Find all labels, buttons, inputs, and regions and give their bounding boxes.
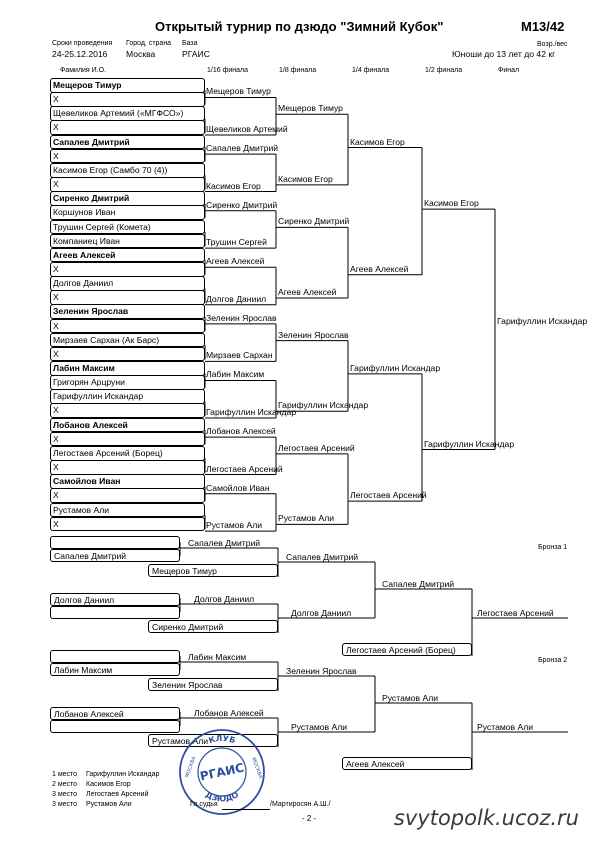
age-value: Юноши до 13 лет до 42 кг xyxy=(452,49,556,59)
final-winner: Гарифуллин Искандар xyxy=(497,316,588,327)
bronze-slot xyxy=(50,720,180,733)
bronze-r3-winner: Рустамов Али xyxy=(382,693,439,703)
r8-winner: Зеленин Ярослав xyxy=(278,329,349,340)
judge-name: /Мартиросян А.Ш./ xyxy=(270,801,331,808)
entrant-box xyxy=(50,347,205,362)
r16-winner: Сиренко Дмитрий xyxy=(206,199,278,210)
bronze-winner: Легостаев Арсений xyxy=(477,608,554,618)
place-3a-name: Легостаев Арсений xyxy=(86,791,149,798)
column-header-r32: 1/16 финала xyxy=(207,67,248,74)
category-code: М13/42 xyxy=(521,19,565,34)
entrant-name: X xyxy=(53,292,59,303)
bronze-r2-winner: Долгов Даниил xyxy=(291,608,352,618)
bronze2-label: Бронза 2 xyxy=(538,657,568,664)
stamp-left-text: МОСКВА xyxy=(184,755,198,779)
r8-winner: Легостаев Арсений xyxy=(278,442,355,453)
entrant-name: Агеев Алексей xyxy=(53,249,116,260)
r16-winner: Касимов Егор xyxy=(206,180,261,191)
r16-winner: Зеленин Ярослав xyxy=(206,312,277,323)
entrant-name: Коршунов Иван xyxy=(53,207,116,218)
entrant-name: Гарифуллин Искандар xyxy=(53,391,144,402)
column-header-sf: 1/2 финала xyxy=(425,67,463,74)
r16-winner: Самойлов Иван xyxy=(206,482,270,493)
dates-label: Сроки проведения xyxy=(52,40,113,47)
watermark: svytopolk.ucoz.ru xyxy=(393,806,579,830)
entrant-name: Мещеров Тимур xyxy=(53,80,122,90)
r16-winner: Трушин Сергей xyxy=(206,237,267,248)
r16-winner: Мирзаев Сархан xyxy=(206,350,273,361)
entrant-name: Сапалев Дмитрий xyxy=(53,136,130,147)
bronze-r3-winner: Сапалев Дмитрий xyxy=(382,579,455,589)
qf-winner: Агеев Алексей xyxy=(350,263,409,274)
base-label: База xyxy=(182,40,198,47)
stamp-top-text: КЛУБ xyxy=(207,733,237,746)
entrant-box xyxy=(50,460,205,475)
entrant-name: X xyxy=(53,94,59,105)
entrant-name: Григорян Арцруни xyxy=(53,377,125,388)
bronze-r1-winner: Лобанов Алексей xyxy=(194,708,264,718)
r8-winner: Гарифуллин Искандар xyxy=(278,400,369,411)
entrant-name: Самойлов Иван xyxy=(53,476,121,487)
bronze-winner: Рустамов Али xyxy=(477,722,534,732)
r16-winner: Мещеров Тимур xyxy=(206,86,271,97)
r16-winner: Агеев Алексей xyxy=(206,256,265,267)
bronze-entrant: Рустамов Али xyxy=(152,736,209,746)
entrant-name: X xyxy=(53,320,59,331)
bronze-r2-winner: Сапалев Дмитрий xyxy=(286,552,359,562)
page-title: Открытый турнир по дзюдо "Зимний Кубок" xyxy=(155,19,444,34)
entrant-name: Щевеликов Артемий («МГФСО») xyxy=(53,108,184,119)
entrant-box xyxy=(50,403,205,418)
entrant-name: X xyxy=(53,263,59,274)
bronze-entrant: Зеленин Ярослав xyxy=(152,680,223,690)
bronze-slot xyxy=(50,606,180,619)
r16-winner: Рустамов Али xyxy=(206,520,263,531)
qf-winner: Легостаев Арсений xyxy=(350,490,427,501)
entrant-name: X xyxy=(53,490,59,501)
place-label: Город, страна xyxy=(126,40,172,47)
entrant-name: X xyxy=(53,462,59,473)
sf-winner: Касимов Егор xyxy=(424,198,479,209)
r8-winner: Сиренко Дмитрий xyxy=(278,216,350,227)
bronze-entrant: Мещеров Тимур xyxy=(152,566,217,576)
column-header-name: Фамилия И.О. xyxy=(60,67,107,74)
stamp-right-text: МОСКВА xyxy=(250,756,264,780)
sf-winner: Гарифуллин Искандар xyxy=(424,438,515,449)
r8-winner: Касимов Егор xyxy=(278,173,333,184)
r16-winner: Долгов Даниил xyxy=(206,293,267,304)
bronze-r1-winner: Лабин Максим xyxy=(188,652,247,662)
entrant-name: Зеленин Ярослав xyxy=(53,306,129,317)
entrant-box xyxy=(50,319,205,334)
bronze-r1-winner: Долгов Даниил xyxy=(194,594,255,604)
entrant-box xyxy=(50,92,205,107)
r16-winner: Лобанов Алексей xyxy=(206,426,276,437)
bronze-r2-winner: Рустамов Али xyxy=(291,722,348,732)
entrant-name: Лабин Максим xyxy=(53,363,115,373)
entrant-name: Трушин Сергей (Комета) xyxy=(53,221,151,232)
entrant-box xyxy=(50,517,205,532)
entrant-name: X xyxy=(53,405,59,416)
bronze-slot xyxy=(50,650,180,663)
bronze-entrant: Сапалев Дмитрий xyxy=(54,551,127,561)
r16-winner: Щевеликов Артемий xyxy=(206,123,288,134)
place-3a-label: 3 место xyxy=(52,791,78,798)
entrant-name: X xyxy=(53,348,59,359)
entrant-name: Долгов Даниил xyxy=(53,278,114,289)
place-1-label: 1 место xyxy=(52,771,78,778)
bronze-r2-winner: Зеленин Ярослав xyxy=(286,666,357,676)
entrant-name: X xyxy=(53,122,59,133)
place-2-name: Касимов Егор xyxy=(86,781,131,788)
bronze-slot xyxy=(50,536,180,549)
entrant-name: Легостаев Арсений (Борец) xyxy=(53,447,163,458)
bronze-entrant: Лобанов Алексей xyxy=(54,709,124,719)
age-label: Возр./вес xyxy=(537,41,568,48)
entrant-name: X xyxy=(53,518,59,529)
place-3b-label: 3 место xyxy=(52,801,78,808)
bronze-opponent: Агеев Алексей xyxy=(346,759,405,769)
judge-signature-line xyxy=(222,809,270,810)
base-value: РГАИС xyxy=(182,49,210,59)
r16-winner: Легостаев Арсений xyxy=(206,463,283,474)
entrant-name: Сиренко Дмитрий xyxy=(53,193,130,204)
entrant-box xyxy=(50,177,205,192)
column-header-qf: 1/4 финала xyxy=(352,67,390,74)
city-value: Москва xyxy=(126,49,156,59)
stamp-center-text: РГАИС xyxy=(198,760,246,784)
r16-winner: Гарифуллин Искандар xyxy=(206,406,297,417)
r8-winner: Мещеров Тимур xyxy=(278,103,343,114)
entrant-name: Лобанов Алексей xyxy=(53,419,128,430)
entrant-box xyxy=(50,432,205,447)
column-header-r16: 1/8 финала xyxy=(279,67,317,74)
judge-label: Гл.судья xyxy=(190,801,218,808)
r16-winner: Лабин Максим xyxy=(206,369,265,380)
r8-winner: Рустамов Али xyxy=(278,513,335,524)
page-number: - 2 - xyxy=(302,814,317,823)
entrant-box xyxy=(50,290,205,305)
entrant-box xyxy=(50,149,205,164)
entrant-name: Рустамов Али xyxy=(53,504,110,515)
place-2-label: 2 место xyxy=(52,781,78,788)
stamp-bottom-text: ДЗЮДО xyxy=(203,789,241,804)
entrant-name: X xyxy=(53,179,59,190)
entrant-name: Мирзаев Сархан (Ак Барс) xyxy=(53,334,160,345)
entrant-box xyxy=(50,120,205,135)
dates-value: 24-25.12.2016 xyxy=(52,49,108,59)
qf-winner: Гарифуллин Искандар xyxy=(350,362,441,373)
qf-winner: Касимов Егор xyxy=(350,136,405,147)
bronze-entrant: Сиренко Дмитрий xyxy=(152,622,224,632)
entrant-name: Касимов Егор (Самбо 70 (4)) xyxy=(53,164,168,175)
bronze-entrant: Лабин Максим xyxy=(54,665,113,675)
place-3b-name: Рустамов Али xyxy=(86,801,132,808)
entrant-box xyxy=(50,262,205,277)
r16-winner: Сапалев Дмитрий xyxy=(206,143,279,154)
entrant-name: Компаниец Иван xyxy=(53,235,120,246)
entrant-name: X xyxy=(53,433,59,444)
entrant-box xyxy=(50,488,205,503)
bronze-entrant: Долгов Даниил xyxy=(54,595,115,605)
svg-text:КЛУБ xyxy=(207,734,236,745)
bronze1-label: Бронза 1 xyxy=(538,544,568,551)
r8-winner: Агеев Алексей xyxy=(278,287,337,297)
bronze-r1-winner: Сапалев Дмитрий xyxy=(188,538,261,548)
entrant-name: X xyxy=(53,150,59,161)
column-header-final: Финал xyxy=(498,67,520,74)
place-1-name: Гарифуллин Искандар xyxy=(86,771,160,778)
bronze-opponent: Легостаев Арсений (Борец) xyxy=(346,645,456,655)
